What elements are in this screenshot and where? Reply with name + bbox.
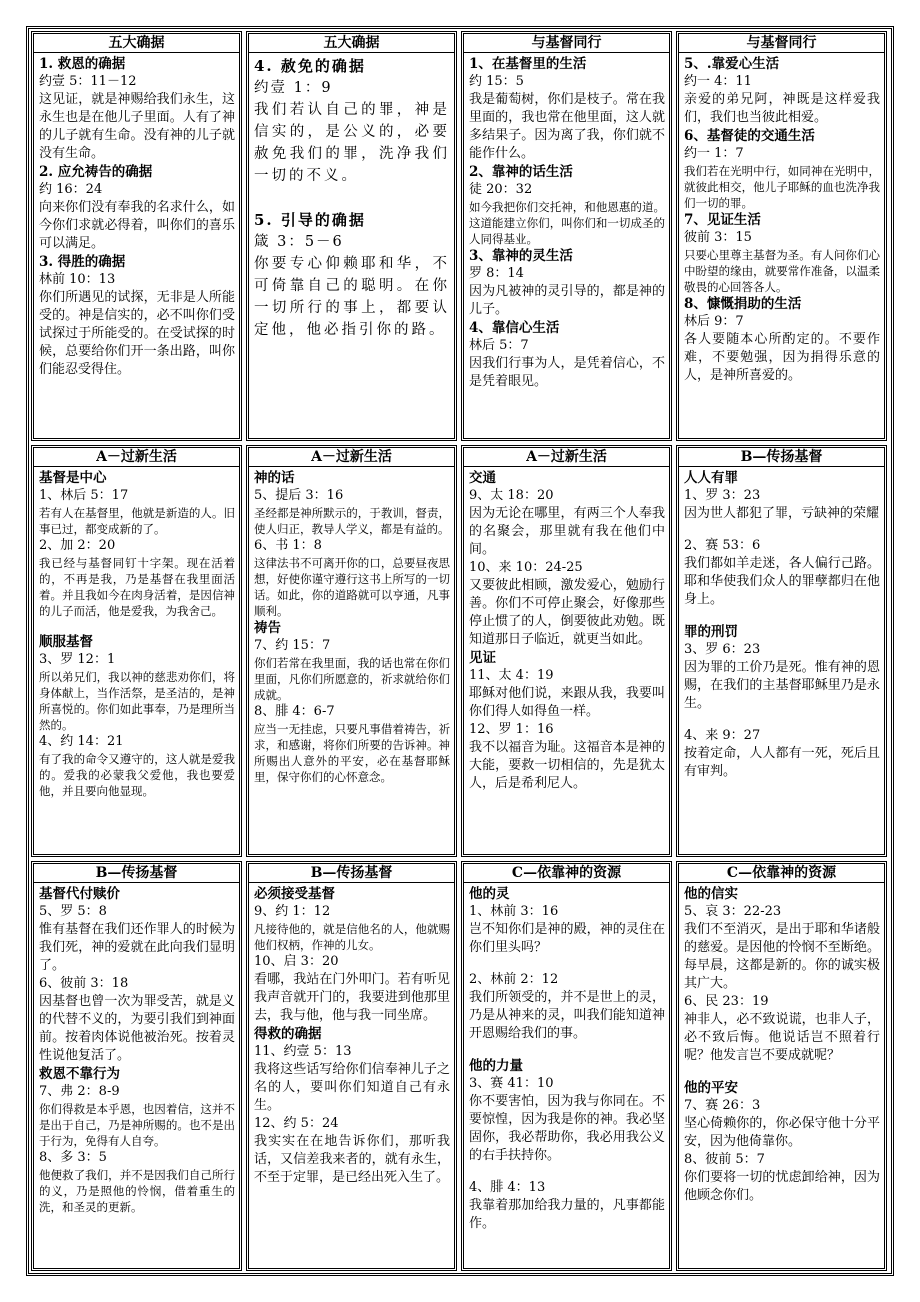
verse-text: 只要心里尊主基督为圣。有人问你们心中盼望的缘由，就要常作准备，以温柔敬畏的心回答各人。: [684, 248, 880, 294]
verse-reference: 5、提后 3：16: [254, 488, 344, 503]
section-heading: 他的灵: [469, 886, 510, 902]
verse-reference: 林后 9：7: [684, 314, 744, 329]
verse-card: [246, 445, 457, 857]
spacer: [469, 1165, 665, 1179]
verse-reference: 4、约 14：21: [39, 734, 124, 749]
verse-card: [246, 861, 457, 1271]
verse-reference: 11、约壹 5：13: [254, 1044, 352, 1059]
verse-text: 因基督也曾一次为罪受苦，就是义的代替不义的，为要引我们到神面前。按着肉体说他被治死。按着灵性说他复活了。: [39, 994, 235, 1063]
verse-reference: 6、彼前 3：18: [39, 976, 129, 991]
card-row-2: [31, 445, 891, 857]
verse-reference: 7、弗 2：8-9: [39, 1084, 120, 1099]
verse-text: 向来你们没有奉我的名求什么，如今你们求就必得着，叫你们的喜乐可以满足。: [39, 200, 235, 251]
section-heading: 他的信实: [684, 886, 738, 902]
verse-reference: 林前 10：13: [39, 272, 116, 287]
verse-text: 按着定命，人人都有一死，死后且有审判。: [684, 746, 880, 779]
verse-reference: 2、林前 2：12: [469, 972, 559, 987]
verse-reference: 5、哀 3：22-23: [684, 904, 782, 919]
section-heading: 基督代付赎价: [39, 886, 120, 902]
verse-reference: 约一 4：11: [684, 74, 752, 89]
verse-text: 因为凡被神的灵引导的，都是神的儿子。: [469, 284, 665, 317]
section-heading: 必须接受基督: [254, 886, 335, 902]
card-title: A－过新生活: [249, 448, 454, 467]
verse-text: 凡接待他的，就是信他名的人，他就赐他们权柄，作神的儿女。: [254, 922, 450, 952]
section-heading: 神的话: [254, 470, 295, 486]
section-heading: 他的力量: [469, 1058, 523, 1074]
verse-reference: 10、启 3：20: [254, 954, 339, 969]
verse-text: 我是葡萄树，你们是枝子。常在我里面的，我也常在他里面，这人就多结果子。因为离了我，你们就不能作什么。: [469, 92, 665, 161]
verse-reference: 箴 3：5－6: [254, 234, 344, 250]
card-title: B—传扬基督: [679, 448, 884, 467]
section-heading: 5. 引导的确据: [254, 211, 366, 229]
section-heading: 8、慷慨捐助的生活: [684, 296, 802, 312]
verse-text: 各人要随本心所酌定的。不要作难，不要勉强，因为捐得乐意的人，是神所喜爱的。: [684, 332, 880, 383]
verse-text: 我实实在在地告诉你们，那听我话，又信差我来者的，就有永生，不至于定罪，是已经出死入生了。: [254, 1134, 450, 1185]
card-body: [34, 467, 239, 799]
verse-text: 因为罪的工价乃是死。惟有神的恩赐，在我们的主基督耶稣里乃是永生。: [684, 660, 880, 711]
section-heading: 顺服基督: [39, 634, 93, 650]
card-title: C—依靠神的资源: [679, 864, 884, 883]
section-heading: 罪的刑罚: [684, 624, 738, 640]
verse-card: [31, 445, 242, 857]
spacer: [39, 619, 235, 633]
verse-reference: 约壹 1：9: [254, 80, 333, 96]
verse-text: 坚心倚赖你的，你必保守他十分平安，因为他倚靠你。: [684, 1116, 880, 1149]
verse-text: 因为无论在哪里，有两三个人奉我的名聚会，那里就有我在他们中间。: [469, 506, 665, 557]
verse-reference: 10、来 10：24-25: [469, 560, 583, 575]
card-body: [679, 467, 884, 781]
verse-reference: 9、约 1：12: [254, 904, 331, 919]
spacer: [684, 1065, 880, 1079]
verse-reference: 1、罗 3：23: [684, 488, 761, 503]
card-body: [34, 883, 239, 1215]
verse-reference: 8、腓 4：6-7: [254, 704, 335, 719]
card-title: A－过新生活: [34, 448, 239, 467]
verse-reference: 12、约 5：24: [254, 1116, 339, 1131]
card-title: C—依靠神的资源: [464, 864, 669, 883]
verse-text: 你要专心仰赖耶和华，不可倚靠自己的聪明。在你一切所行的事上，都要认定他，他必指引你的路。: [254, 256, 450, 338]
card-body: [249, 467, 454, 785]
verse-reference: 8、多 3：5: [39, 1150, 107, 1165]
verse-text: 我们都如羊走迷，各人偏行己路。耶和华使我们众人的罪孽都归在他身上。: [684, 556, 880, 607]
card-body: [464, 53, 669, 391]
spacer: [684, 523, 880, 537]
verse-text: 你们得救是本乎恩，也因着信，这并不是出于自己，乃是神所赐的。也不是出于行为，免得有人自夸。: [39, 1102, 235, 1148]
card-body: [679, 883, 884, 1205]
card-title: B—传扬基督: [249, 864, 454, 883]
spacer: [254, 187, 450, 209]
section-heading: 交通: [469, 470, 496, 486]
section-heading: 人人有罪: [684, 470, 738, 486]
verse-card: [676, 31, 887, 441]
verse-text: 神非人，必不致说谎，也非人子，必不致后悔。他说话岂不照着行呢？他发言岂不要成就呢？: [684, 1012, 880, 1063]
card-body: [34, 53, 239, 379]
card-row-1: [31, 31, 891, 441]
verse-card: [246, 31, 457, 441]
section-heading: 他的平安: [684, 1080, 738, 1096]
card-body: [464, 467, 669, 793]
verse-reference: 3、罗 12：1: [39, 652, 116, 667]
spacer: [469, 957, 665, 971]
section-heading: 6、基督徒的交通生活: [684, 128, 815, 144]
verse-reference: 6、书 1：8: [254, 538, 322, 553]
section-heading: 4、靠信心生活: [469, 320, 560, 336]
verse-card: [461, 31, 672, 441]
verse-reference: 1、林后 5：17: [39, 488, 129, 503]
card-title: 与基督同行: [679, 34, 884, 53]
verse-text: 我将这些话写给你们信奉神儿子之名的人，要叫你们知道自己有永生。: [254, 1062, 450, 1113]
verse-text: 我们若在光明中行，如同神在光明中，就彼此相交，他儿子耶稣的血也洗净我们一切的罪。: [684, 164, 880, 210]
section-heading: 7、见证生活: [684, 212, 761, 228]
verse-text: 所以弟兄们，我以神的慈悲劝你们，将身体献上，当作活祭，是圣洁的，是神所喜悦的。你们如此事奉，乃是理所当然的。: [39, 670, 235, 732]
card-title: 五大确据: [34, 34, 239, 53]
verse-reference: 罗 8：14: [469, 266, 524, 281]
verse-text: 如今我把你们交托神，和他恩惠的道。这道能建立你们，叫你们和一切成圣的人同得基业。: [469, 200, 665, 246]
card-title: 与基督同行: [464, 34, 669, 53]
section-heading: 祷告: [254, 620, 281, 636]
verse-text: 圣经都是神所默示的，于教训，督责，使人归正，教导人学义，都是有益的。: [254, 506, 450, 536]
verse-reference: 林后 5：7: [469, 338, 529, 353]
verse-reference: 3、赛 41：10: [469, 1076, 554, 1091]
verse-reference: 8、彼前 5：7: [684, 1152, 765, 1167]
verse-text: 因我们行事为人，是凭着信心，不是凭着眼见。: [469, 356, 665, 389]
verse-reference: 2、加 2：20: [39, 538, 116, 553]
verse-text: 因为世人都犯了罪，亏缺神的荣耀: [684, 506, 880, 521]
verse-text: 他便救了我们，并不是因我们自己所行的义，乃是照他的怜悯，借着重生的洗，和圣灵的更新。: [39, 1168, 235, 1214]
verse-reference: 5、罗 5：8: [39, 904, 107, 919]
verse-reference: 约 16：24: [39, 182, 103, 197]
card-body: [249, 53, 454, 341]
verse-text: 惟有基督在我们还作罪人的时候为我们死，神的爱就在此向我们显明了。: [39, 922, 235, 973]
verse-reference: 4、来 9：27: [684, 728, 761, 743]
card-body: [679, 53, 884, 385]
verse-text: 岂不知你们是神的殿，神的灵住在你们里头吗？: [469, 922, 665, 955]
section-heading: 4. 赦免的确据: [254, 57, 366, 75]
verse-reference: 1、林前 3：16: [469, 904, 559, 919]
verse-text: 我们若认自己的罪，神是信实的，是公义的，必要赦免我们的罪，洗净我们一切的不义。: [254, 102, 450, 184]
verse-text: 看哪，我站在门外叩门。若有听见我声音就开门的，我要进到他那里去，我与他，他与我一同坐席。: [254, 972, 450, 1023]
verse-text: 亲爱的弟兄阿，神既是这样爱我们，我们也当彼此相爱。: [684, 92, 880, 125]
verse-card: [31, 861, 242, 1271]
verse-reference: 7、赛 26：3: [684, 1098, 761, 1113]
spacer: [684, 609, 880, 623]
verse-text: 若有人在基督里，他就是新造的人。旧事已过，都变成新的了。: [39, 506, 235, 536]
verse-text: 我们所领受的，并不是世上的灵，乃是从神来的灵，叫我们能知道神开恩赐给我们的事。: [469, 990, 665, 1041]
verse-card: [461, 861, 672, 1271]
verse-card: [676, 445, 887, 857]
verse-reference: 3、罗 6：23: [684, 642, 761, 657]
verse-reference: 7、约 15：7: [254, 638, 331, 653]
verse-reference: 2、赛 53：6: [684, 538, 761, 553]
verse-text: 应当一无挂虑，只要凡事借着祷告，祈求，和感谢，将你们所要的告诉神。神所赐出人意外的平安，必在基督耶稣里，保守你们的心怀意念。: [254, 722, 450, 784]
verse-text: 有了我的命令又遵守的，这人就是爱我的。爱我的必蒙我父爱他，我也要爱他，并且要向他显现。: [39, 752, 235, 798]
verse-text: 你们若常在我里面，我的话也常在你们里面，凡你们所愿意的，祈求就给你们成就。: [254, 656, 450, 702]
spacer: [684, 713, 880, 727]
section-heading: 5、.靠爱心生活: [684, 56, 780, 72]
verse-text: 我已经与基督同钉十字架。现在活着的，不再是我，乃是基督在我里面活着。并且我如今在肉身活着，是因信神的儿子而活，他是爱我，为我舍己。: [39, 556, 235, 618]
verse-reference: 6、民 23：19: [684, 994, 769, 1009]
verse-reference: 约一 1：7: [684, 146, 744, 161]
verse-reference: 9、太 18：20: [469, 488, 554, 503]
verse-text: 你不要害怕，因为我与你同在。不要惊惶，因为我是你的神。我必坚固你，我必帮助你，我必用我公义的右手扶持你。: [469, 1094, 665, 1163]
verse-reference: 约 15：5: [469, 74, 524, 89]
card-title: 五大确据: [249, 34, 454, 53]
section-heading: 1. 救恩的确据: [39, 56, 126, 72]
verse-text: 又要彼此相顾，激发爱心，勉励行善。你们不可停止聚会，好像那些停止惯了的人，倒要彼此劝勉。既知道那日子临近，就更当如此。: [469, 578, 665, 647]
card-body: [249, 883, 454, 1187]
verse-reference: 4、腓 4：13: [469, 1180, 546, 1195]
section-heading: 基督是中心: [39, 470, 107, 486]
verse-reference: 约壹 5：11－12: [39, 74, 137, 89]
verse-text: 我不以福音为耻。这福音本是神的大能，要救一切相信的，先是犹太人，后是希利尼人。: [469, 740, 665, 791]
verse-text: 你们要将一切的忧虑卸给神，因为他顾念你们。: [684, 1170, 880, 1203]
verse-reference: 12、罗 1：16: [469, 722, 554, 737]
section-heading: 得救的确据: [254, 1026, 322, 1042]
card-title: A－过新生活: [464, 448, 669, 467]
spacer: [469, 1043, 665, 1057]
verse-text: 耶稣对他们说，来跟从我，我要叫你们得人如得鱼一样。: [469, 686, 665, 719]
section-heading: 3. 得胜的确据: [39, 254, 126, 270]
verse-text: 我靠着那加给我力量的，凡事都能作。: [469, 1198, 665, 1231]
verse-reference: 11、太 4：19: [469, 668, 554, 683]
card-row-3: [31, 861, 891, 1271]
verse-text: 我们不至消灭，是出于耶和华诸般的慈爱。是因他的怜悯不至断绝。每早晨，这都是新的。你的诚实极其广大。: [684, 922, 880, 991]
section-heading: 1、在基督里的生活: [469, 56, 587, 72]
verse-reference: 彼前 3：15: [684, 230, 752, 245]
section-heading: 3、靠神的灵生活: [469, 248, 573, 264]
verse-card: [461, 445, 672, 857]
card-title: B—传扬基督: [34, 864, 239, 883]
verse-text: 这律法书不可离开你的口，总要昼夜思想，好使你谨守遵行这书上所写的一切话。如此，你的道路就可以亨通，凡事顺利。: [254, 556, 450, 618]
verse-text: 这见证，就是神赐给我们永生，这永生也是在他儿子里面。人有了神的儿子就有生命。没有神的儿子就没有生命。: [39, 92, 235, 161]
card-body: [464, 883, 669, 1233]
section-heading: 2、靠神的话生活: [469, 164, 573, 180]
verse-card: [676, 861, 887, 1271]
section-heading: 救恩不靠行为: [39, 1066, 120, 1082]
verse-card: [31, 31, 242, 441]
section-heading: 2. 应允祷告的确据: [39, 164, 153, 180]
verse-text: 你们所遇见的试探，无非是人所能受的。神是信实的，必不叫你们受试探过于所能受的。在受试探的时候，总要给你们开一条出路，叫你们能忍受得住。: [39, 290, 235, 377]
verse-card-sheet: [26, 26, 894, 1276]
section-heading: 见证: [469, 650, 496, 666]
verse-reference: 徒 20：32: [469, 182, 533, 197]
